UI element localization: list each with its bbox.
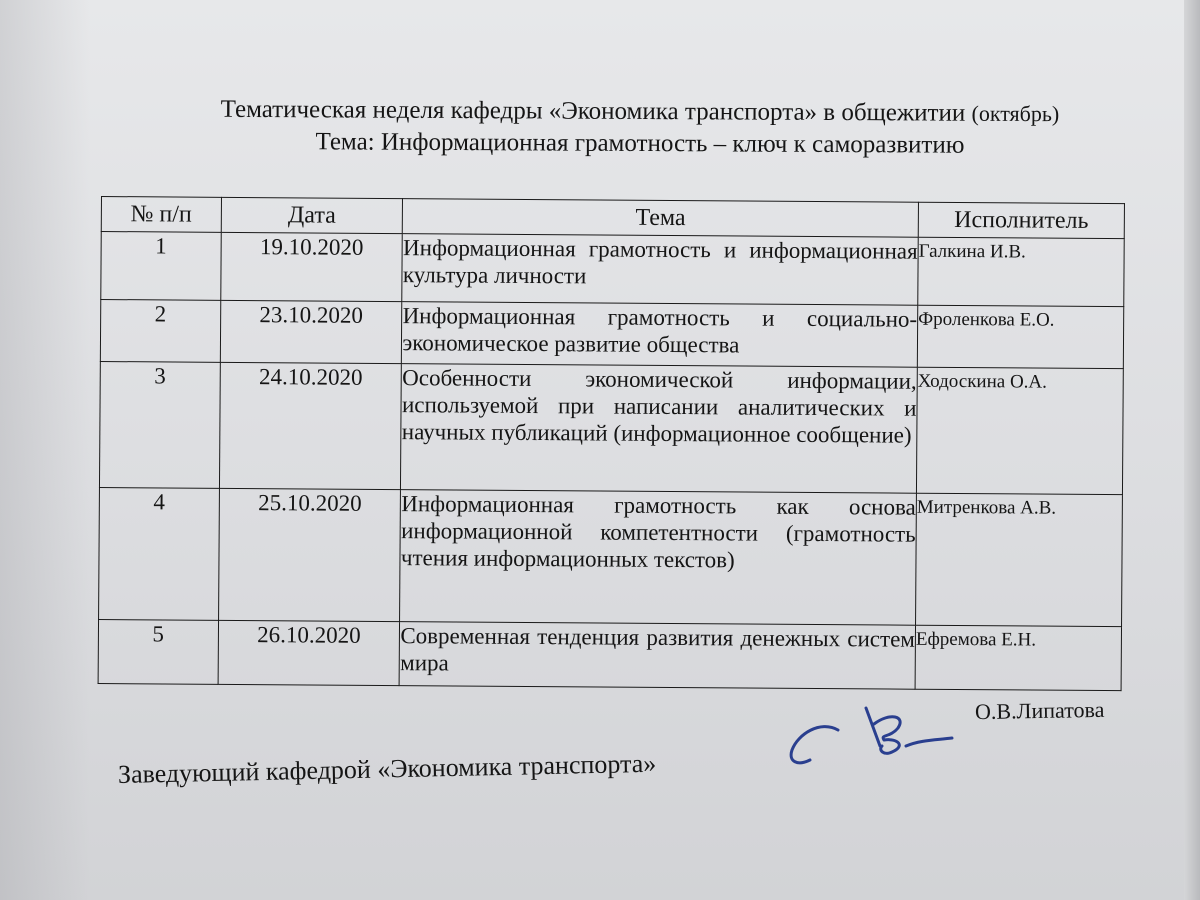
document-subtitle: Тема: Информационная грамотность – ключ к саморазвитию [315, 128, 965, 159]
cell-date: 24.10.2020 [219, 362, 402, 489]
signer-name: О.В.Липатова [974, 696, 1105, 725]
table-row [100, 300, 1123, 369]
cell-executor: Ходоскина О.А. [916, 367, 1123, 494]
cell-topic: Современная тенденция развития денежных систем мира [400, 622, 916, 690]
page-shadow-left [0, 0, 90, 900]
cell-num: 5 [98, 619, 218, 684]
header-date: Дата [221, 197, 403, 233]
cell-num: 4 [99, 487, 219, 620]
handwritten-signature [780, 690, 970, 780]
table-row [99, 361, 1123, 494]
page-edge-right [1184, 0, 1200, 900]
cell-num: 1 [101, 232, 221, 301]
cell-topic: Информационная грамотность и социально-экономическое развитие общества [402, 302, 918, 368]
cell-topic: Особенности экономической информации, используемой при написании аналитических и научных публикаций (информационное сообщение) [401, 364, 917, 494]
cell-executor: Митренкова А.В. [915, 493, 1122, 626]
cell-num: 2 [100, 300, 220, 363]
title-month: (октябрь) [971, 100, 1060, 127]
title-main-text: Тематическая неделя кафедры «Экономика транспорта» в общежитии [220, 95, 972, 127]
table-row [101, 232, 1124, 307]
cell-date: 23.10.2020 [220, 300, 402, 363]
cell-topic: Информационная грамотность и информационная культура личности [402, 234, 918, 306]
header-num: № п/п [101, 197, 221, 233]
department-head-title: Заведующий кафедрой «Экономика транспорта» [117, 748, 657, 789]
header-executor: Исполнитель [918, 202, 1124, 238]
cell-topic: Информационная грамотность как основа информационной компетентности (грамотность чтения информационных текстов) [400, 490, 916, 626]
header-topic: Тема [403, 199, 919, 238]
cell-executor: Фроленкова Е.О. [917, 305, 1123, 368]
cell-date: 26.10.2020 [218, 620, 400, 685]
cell-date: 19.10.2020 [220, 232, 402, 301]
cell-executor: Ефремова Е.Н. [915, 625, 1121, 690]
cell-executor: Галкина И.В. [918, 237, 1125, 306]
table-row [99, 487, 1123, 626]
cell-num: 3 [99, 361, 219, 488]
document-title [100, 95, 1180, 129]
table-row [98, 619, 1121, 690]
schedule-table [98, 196, 1125, 691]
cell-date: 25.10.2020 [218, 488, 401, 621]
